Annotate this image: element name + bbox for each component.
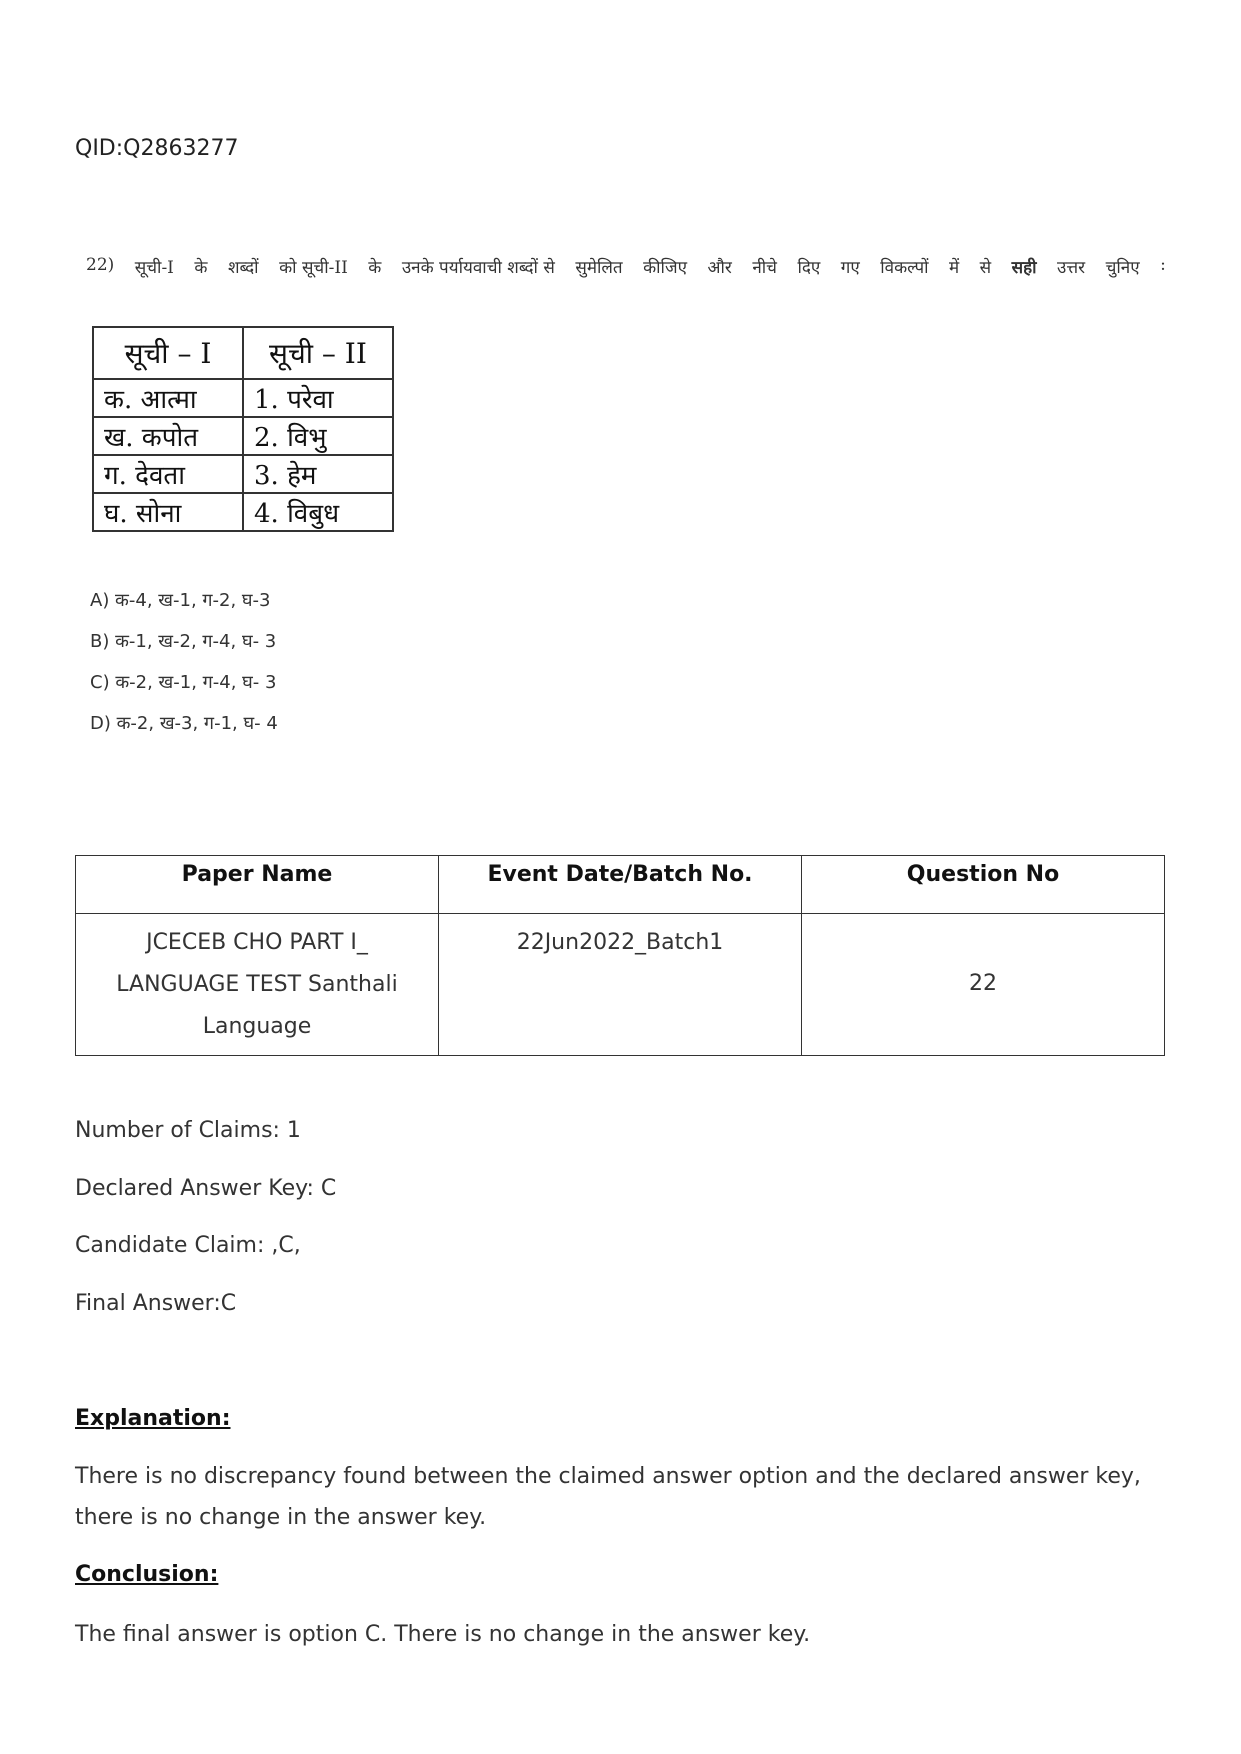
conclusion-text: The final answer is option C. There is no change in the answer key. [75,1622,811,1647]
explanation-text: There is no discrepancy found between the claimed answer option and the declared answer key, there is no change in the answer key. [75,1464,1141,1530]
table-row [76,914,1165,1056]
question-word: उनके पर्यायवाची शब्दों से [401,258,555,278]
explanation-heading: Explanation: [75,1406,231,1431]
table-row [93,493,393,531]
paper-name-header: Paper Name [76,856,439,914]
list-1-item: ग. देवता [93,455,243,493]
question-word: को सूची-II [279,258,348,278]
option-c: C) क-2, ख-1, ग-4, घ- 3 [90,672,277,693]
question-word: शब्दों [227,258,259,278]
question-word: गए [840,258,860,278]
list-1-item: क. आत्मा [93,379,243,417]
candidate-claim: Candidate Claim: ,C, [75,1233,301,1258]
question-word: विकल्पों [880,258,929,278]
question-word: : [1160,255,1166,275]
table-row [93,417,393,455]
list-2-item: 4. विबुध [243,493,393,531]
answer-options [90,590,278,754]
paper-name-cell [76,914,439,1056]
list-2-item: 2. विभु [243,417,393,455]
list-1-item: ख. कपोत [93,417,243,455]
question-word: के [194,258,208,278]
question-word: और [707,258,732,278]
list-1-header: सूची – I [93,327,243,379]
question-text [86,255,1166,278]
paper-name-line: LANGUAGE TEST Santhali [116,972,398,997]
question-word: में [948,258,960,278]
list-2-header: सूची – II [243,327,393,379]
event-date-cell: 22Jun2022_Batch1 [439,914,802,1056]
declared-answer-key: Declared Answer Key: C [75,1176,337,1201]
event-date-header: Event Date/Batch No. [439,856,802,914]
list-2-item: 3. हेम [243,455,393,493]
question-word: से [979,258,992,278]
number-of-claims: Number of Claims: 1 [75,1118,301,1143]
paper-info-table [75,855,1165,1056]
table-row [93,379,393,417]
question-no-header: Question No [802,856,1165,914]
question-id: QID:Q2863277 [75,136,239,161]
question-word: चुनिए [1105,258,1140,278]
question-number: 22) [86,255,115,275]
option-d: D) क-2, ख-3, ग-1, घ- 4 [90,713,278,734]
option-b: B) क-1, ख-2, ग-4, घ- 3 [90,631,277,652]
paper-name-line: Language [202,1014,312,1039]
final-answer: Final Answer:C [75,1291,237,1316]
option-a: A) क-4, ख-1, ग-2, घ-3 [90,590,271,611]
question-word: सूची-I [134,258,174,278]
paper-name-line: JCECEB CHO PART I_ [146,930,368,955]
question-word: उत्तर [1057,258,1086,278]
table-row [93,455,393,493]
list-2-item: 1. परेवा [243,379,393,417]
question-word: सुमेलित [575,258,623,278]
matching-table [92,326,394,532]
question-no-cell: 22 [802,914,1165,1056]
question-word: दिए [797,258,821,278]
conclusion-heading: Conclusion: [75,1562,219,1587]
list-1-item: घ. सोना [93,493,243,531]
question-word: सही [1011,258,1037,278]
question-word: कीजिए [643,258,687,278]
question-word: के [368,258,382,278]
question-word: नीचे [752,258,777,278]
